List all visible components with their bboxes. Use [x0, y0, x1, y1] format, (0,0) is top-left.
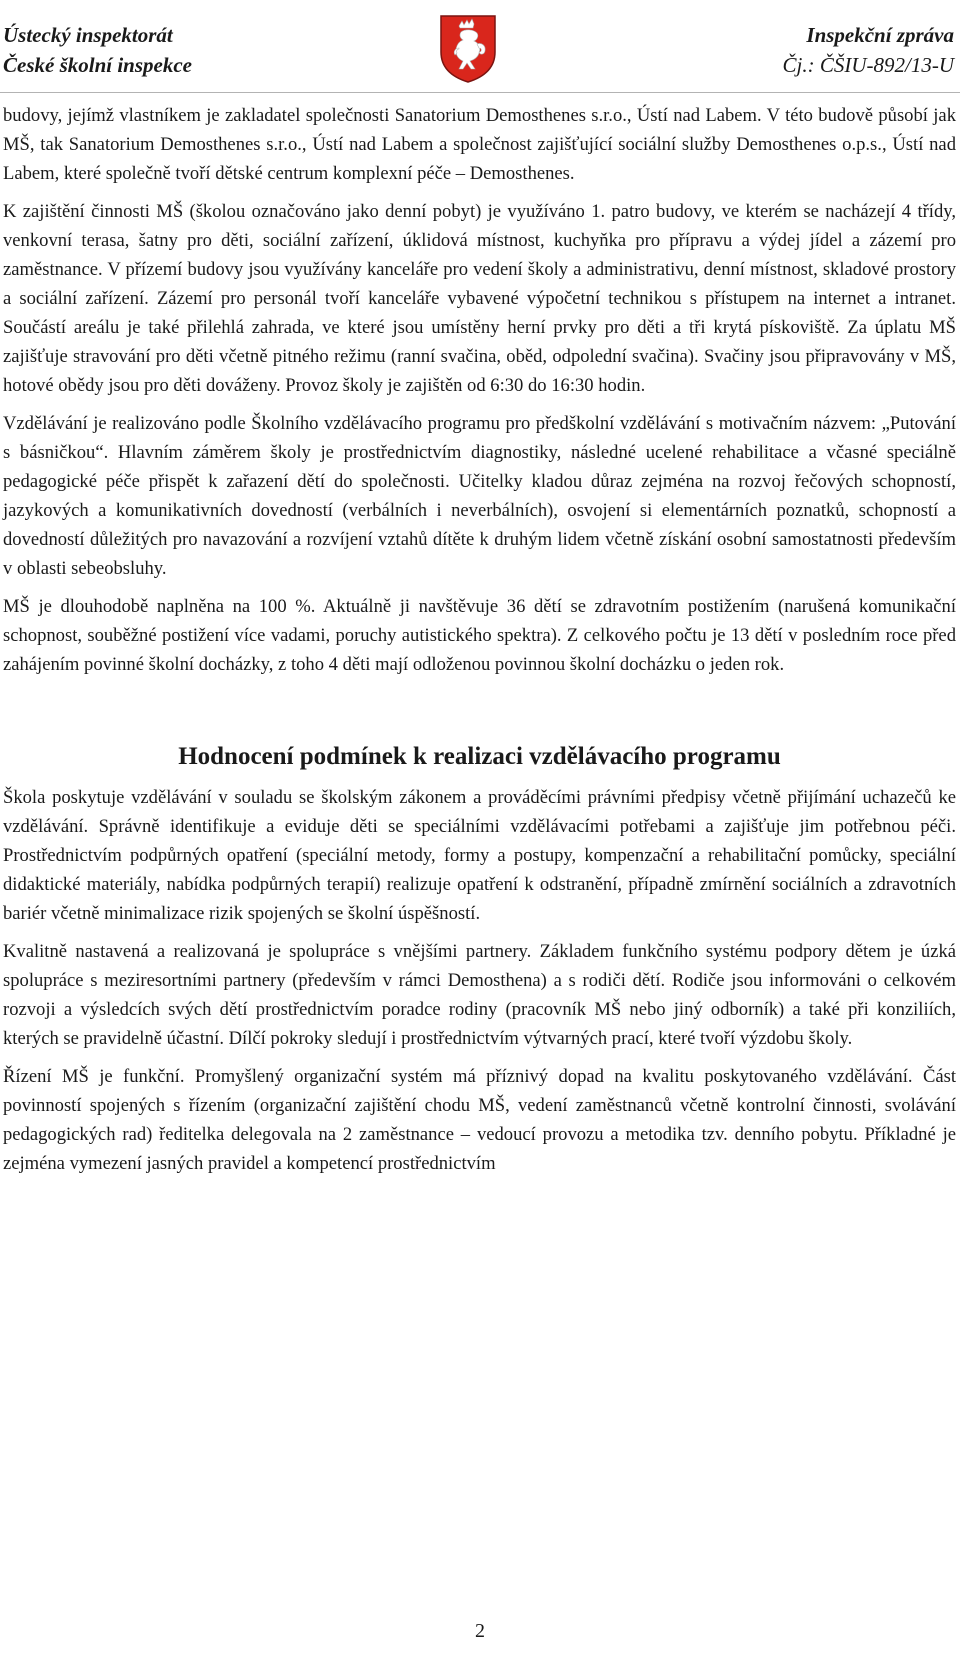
paragraph: Vzdělávání je realizováno podle Školního vzdělávacího programu pro předškolní vzdělávání s motivačním názvem: „Putování s básničkou“. Hlavním záměrem školy je prostřednictvím diagnostiky, následné ucelené rehabilitace a včasné speciálně pedagogické péče přispět k zařazení dětí do společnosti. Učitelky kladou důraz zejména na rozvoj řečových schopností, jazykových a komunikativních dovedností (verbálních i neverbálních), osvojení si elementárních poznatků, schopností a dovedností důležitých pro navazování a rozvíjení vztahů dítěte k druhým lidem včetně získání osobní samostatnosti především v oblasti sebeobsluhy.: [3, 413, 956, 579]
paragraph: Řízení MŠ je funkční. Promyšlený organizační systém má příznivý dopad na kvalitu poskytovaného vzdělávání. Část povinností spojených s řízením (organizační zajištění chodu MŠ, vedení zaměstnanců včetně kontrolní činnosti, svolávání pedagogických rad) ředitelka delegovala na 2 zaměstnance – vedoucí provozu a metodika tzv. denního pobytu. Příkladné je zejména vymezení jasných pravidel a kompetencí prostřednictvím: [3, 1066, 956, 1174]
paragraph: Škola poskytuje vzdělávání v souladu se školským zákonem a prováděcími právními předpisy včetně přijímání uchazečů ke vzdělávání. Správně identifikuje a eviduje děti se speciálními vzdělávacími potřebami a zajišťuje jim potřebnou péči. Prostřednictvím podpůrných opatření (speciální metody, formy a postupy, kompenzační a rehabilitační pomůcky, speciální didaktické materiály, nabídka podpůrných terapií) realizuje opatření k odstranění, případně zmírnění sociálních a zdravotních bariér včetně minimalizace rizik spojených se školní úspěšností.: [3, 787, 956, 924]
header-left-block: [3, 20, 192, 80]
header-right-block: [783, 20, 955, 80]
coat-of-arms-icon: [437, 14, 499, 84]
paragraph: budovy, jejímž vlastníkem je zakladatel společnosti Sanatorium Demosthenes s.r.o., Ústí nad Labem. V této budově působí jak MŠ, tak Sanatorium Demosthenes s.r.o., Ústí nad Labem a společnost zajišťující sociální služby Demosthenes o.p.s., Ústí nad Labem, které společně tvoří dětské centrum komplexní péče – Demosthenes.: [3, 105, 956, 184]
paragraph: K zajištění činnosti MŠ (školou označováno jako denní pobyt) je využíváno 1. patro budovy, ve kterém se nacházejí 4 třídy, venkovní terasa, šatny pro děti, sociální zařízení, úklidová místnost, kuchyňka pro přípravu a výdej jídel a zázemí pro zaměstnance. V přízemí budovy jsou využívány kanceláře pro vedení školy a administrativu, denní místnost, skladové prostory a sociální zařízení. Zázemí pro personál tvoří kanceláře vybavené výpočetní technikou s přístupem na internet a intranet. Součástí areálu je také přilehlá zahrada, ve které jsou umístěny herní prvky pro děti a tři krytá pískoviště. Za úplatu MŠ zajišťuje stravování pro děti včetně pitného režimu (ranní svačina, oběd, odpolední svačina). Svačiny jsou připravovány v MŠ, hotové obědy jsou pro děti dováženy. Provoz školy je zajištěn od 6:30 do 16:30 hodin.: [3, 201, 956, 396]
header-institution: České školní inspekce: [3, 53, 192, 77]
section-heading: Hodnocení podmínek k realizaci vzdělávacího programu: [178, 743, 781, 770]
header-inspectorate: Ústecký inspektorát: [3, 23, 173, 47]
page-header: [0, 14, 960, 84]
report-body: [3, 101, 956, 1187]
paragraph: MŠ je dlouhodobě naplněna na 100 %. Aktuálně ji navštěvuje 36 dětí se zdravotním postižením (narušená komunikační schopnost, souběžné postižení více vadami, poruchy autistického spektra). Z celkového počtu je 13 dětí v posledním roce před zahájením povinné školní docházky, z toho 4 děti mají odloženou povinnou školní docházku o jeden rok.: [3, 596, 956, 675]
page-number: 2: [475, 1620, 485, 1642]
header-divider: [0, 92, 960, 93]
header-report-type: Inspekční zpráva: [806, 23, 954, 47]
header-reference-number: Čj.: ČŠIU-892/13-U: [782, 53, 954, 77]
paragraph: Kvalitně nastavená a realizovaná je spolupráce s vnějšími partnery. Základem funkčního systému podpory dětem je úzká spolupráce s meziresortními partnery (především v rámci Demosthena) a s rodiči dětí. Rodiče jsou informováni o celkovém rozvoji a výsledcích svých dětí prostřednictvím poradce rodiny (pracovník MŠ nebo jiný odborník) a také při konziliích, kterých se pravidelně účastní. Dílčí pokroky sledují i prostřednictvím výtvarných prací, které tvoří výzdobu školy.: [3, 941, 956, 1049]
